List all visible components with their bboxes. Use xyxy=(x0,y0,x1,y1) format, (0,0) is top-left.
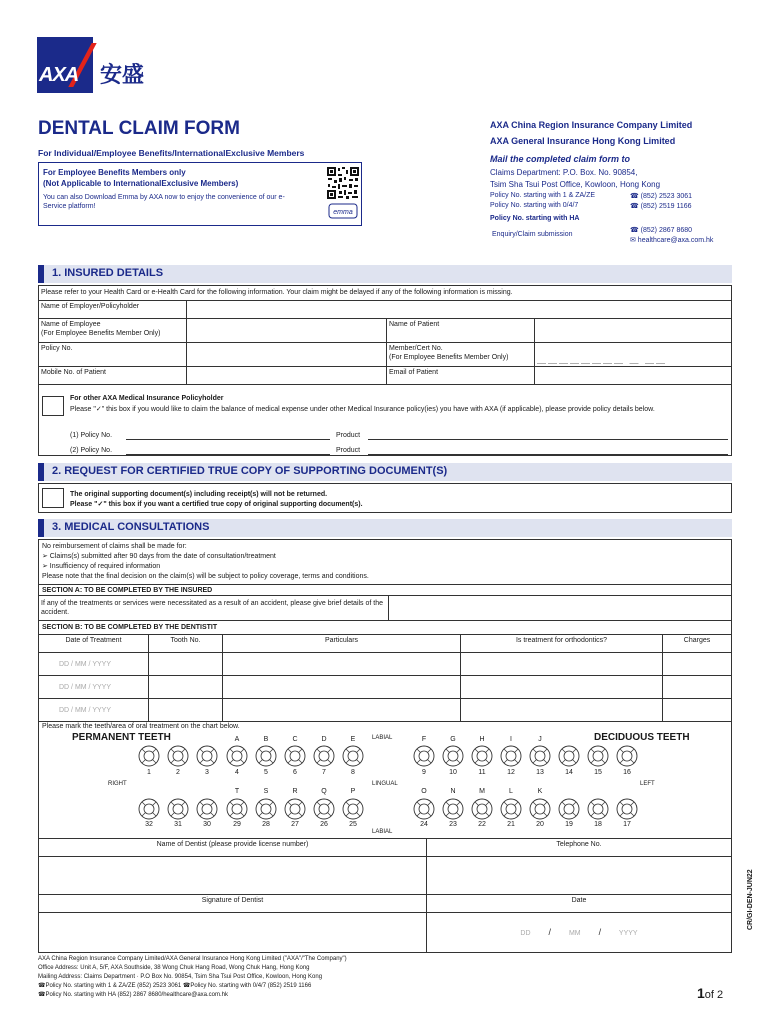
mobile-label: Mobile No. of Patient xyxy=(39,367,187,385)
footer-line3: Mailing Address: Claims Department · P.O Box No. 90854, Tsim Sha Tsui Post Office, Kowloon, Hong Kong xyxy=(38,974,323,980)
tooth-num-15: 15 xyxy=(594,769,602,776)
deciduous-letter-E: E xyxy=(350,736,356,743)
page-total: of 2 xyxy=(704,989,724,1001)
deciduous-letter-H: H xyxy=(479,736,485,743)
ortho-field-1[interactable] xyxy=(461,653,663,676)
section1-header xyxy=(38,265,732,283)
footer-line2: Office Address: Unit A, 5/F, AXA Southside, 38 Wong Chuk Hang Road, Wong Chuk Hang, Hong Kong xyxy=(38,965,310,971)
signature-field[interactable] xyxy=(39,913,427,953)
deciduous-letter-K: K xyxy=(537,788,543,795)
left-label: LEFT xyxy=(640,781,655,787)
svg-text:emma: emma xyxy=(333,209,353,216)
treatment-table xyxy=(38,634,732,722)
tooth-upper-13[interactable] xyxy=(529,745,551,767)
lingual-label: LINGUAL xyxy=(372,781,398,787)
dentist-name-label: Name of Dentist (please provide license number) xyxy=(39,839,427,857)
tooth-num-21: 21 xyxy=(507,821,515,828)
tooth-num-4: 4 xyxy=(235,769,239,776)
footer-line1: AXA China Region Insurance Company Limited/AXA General Insurance Hong Kong Limited ("AXA"/"The Company") xyxy=(38,956,347,962)
tooth-num-23: 23 xyxy=(449,821,457,828)
section2-line1: The original supporting document(s) including receipt(s) will not be returned. xyxy=(70,491,328,498)
page-current: 1 xyxy=(697,985,705,1001)
patient-field[interactable] xyxy=(535,319,732,343)
tooth-num-2: 2 xyxy=(176,769,180,776)
tooth-num-11: 11 xyxy=(478,769,486,776)
tooth-num-14: 14 xyxy=(565,769,573,776)
emma-text: You can also Download Emma by AXA now to enjoy the convenience of our e-Service platform! xyxy=(43,194,285,210)
labial-top-label: LABIAL xyxy=(372,735,393,741)
deciduous-letter-I: I xyxy=(510,736,512,743)
charges-field-2[interactable] xyxy=(663,676,732,699)
ha-enquiry: Enquiry/Claim submission xyxy=(492,231,573,238)
sign-date-yyyy: YYYY xyxy=(618,929,638,937)
deciduous-letter-B: B xyxy=(263,736,269,743)
email-label: Email of Patient xyxy=(387,367,535,385)
deciduous-letter-C: C xyxy=(292,736,298,743)
policy2-field[interactable] xyxy=(126,454,330,455)
telephone-field[interactable] xyxy=(427,857,732,895)
particulars-field-1[interactable] xyxy=(223,653,461,676)
tooth-upper-4[interactable] xyxy=(226,745,248,767)
axa-logo xyxy=(37,37,93,93)
tooth-lower-31[interactable] xyxy=(167,798,189,820)
phone-1: ☎ (852) 2523 3061 xyxy=(630,193,693,200)
certified-copy-checkbox[interactable] xyxy=(42,488,64,508)
deciduous-letter-D: D xyxy=(321,736,327,743)
tooth-lower-19[interactable] xyxy=(558,798,580,820)
col-date: Date of Treatment xyxy=(39,635,149,653)
tooth-lower-20[interactable] xyxy=(529,798,551,820)
deciduous-letter-T: T xyxy=(234,788,240,795)
other-policy-text: Please "✓" this box if you would like to claim the balance of medical expense under other Medical Insurance policy(ies) you have with AXA (if applicable), please provide policy details below. xyxy=(70,406,655,413)
logo-chinese: 安盛 xyxy=(100,63,145,88)
tooth-lower-24[interactable] xyxy=(413,798,435,820)
member-cert-field[interactable]: ＿＿＿＿＿＿＿＿ ＿ ＿＿ xyxy=(535,343,732,367)
tooth-field-2[interactable] xyxy=(149,676,223,699)
tooth-lower-22[interactable] xyxy=(471,798,493,820)
deciduous-letter-F: F xyxy=(421,736,427,743)
accident-divider xyxy=(38,620,388,621)
section1-title: 1. INSURED DETAILS xyxy=(52,267,164,279)
tooth-num-13: 13 xyxy=(536,769,544,776)
tooth-upper-8[interactable] xyxy=(342,745,364,767)
dentist-name-field[interactable] xyxy=(39,857,427,895)
company-name-2: AXA General Insurance Hong Kong Limited xyxy=(490,136,676,146)
company-name-1: AXA China Region Insurance Company Limited xyxy=(490,120,693,130)
accident-label: If any of the treatments or services were necessitated as a result of an accident, please give brief details of the accident. xyxy=(41,600,384,616)
member-cert-label: Member/Cert No. (For Employee Benefits Member Only) xyxy=(387,343,535,367)
charges-field-3[interactable] xyxy=(663,699,732,722)
tooth-lower-25[interactable] xyxy=(342,798,364,820)
page-number xyxy=(697,985,723,1001)
policy1-field[interactable] xyxy=(126,439,330,440)
col-particulars: Particulars xyxy=(223,635,461,653)
sign-date-field[interactable]: DD / MM / YYYY xyxy=(427,913,732,953)
product2-label: Product xyxy=(336,447,361,454)
col-tooth: Tooth No. xyxy=(149,635,223,653)
tooth-num-32: 32 xyxy=(145,821,153,828)
tooth-num-17: 17 xyxy=(623,821,631,828)
tooth-num-22: 22 xyxy=(478,821,486,828)
tooth-upper-12[interactable] xyxy=(500,745,522,767)
emp-line2: (Not Applicable to InternationalExclusive Members) xyxy=(43,179,239,188)
tooth-num-29: 29 xyxy=(233,821,241,828)
permanent-teeth-label: PERMANENT TEETH xyxy=(72,732,171,743)
tooth-num-16: 16 xyxy=(623,769,631,776)
section3-header xyxy=(38,519,732,537)
footer-line5: ☎Policy No. starting with HA (852) 2867 8680/healthcare@axa.com.hk xyxy=(38,992,228,998)
tooth-field-3[interactable] xyxy=(149,699,223,722)
policy-no-label: Policy No. xyxy=(39,343,187,367)
tooth-num-10: 10 xyxy=(449,769,457,776)
tooth-num-20: 20 xyxy=(536,821,544,828)
s3-note3: ➢ Insufficiency of required information xyxy=(42,563,161,570)
ha-phone: ☎ (852) 2867 8680 xyxy=(630,227,693,234)
right-label: RIGHT xyxy=(108,781,127,787)
product2-field[interactable] xyxy=(368,454,728,455)
date-field-3[interactable]: DD / MM / YYYY xyxy=(39,699,149,722)
tooth-num-26: 26 xyxy=(320,821,328,828)
signature-label: Signature of Dentist xyxy=(39,895,427,913)
logo-text: AXA xyxy=(39,64,79,86)
deciduous-letter-L: L xyxy=(509,788,513,795)
address-line2: Tsim Sha Tsui Post Office, Kowloon, Hong Kong xyxy=(490,180,661,189)
section-b-title: SECTION B: TO BE COMPLETED BY THE DENTISTIT xyxy=(42,624,218,631)
form-subtitle: For Individual/Employee Benefits/InternationalExclusive Members xyxy=(38,148,305,158)
deciduous-letter-O: O xyxy=(421,788,427,795)
tooth-lower-18[interactable] xyxy=(587,798,609,820)
s3-note2: ➢ Claims(s) submitted after 90 days from the date of consultation/treatment xyxy=(42,553,276,560)
accident-field[interactable] xyxy=(388,596,732,621)
date-field-1[interactable]: DD / MM / YYYY xyxy=(39,653,149,676)
phone-2: ☎ (852) 2519 1166 xyxy=(630,203,692,210)
section-a-title: SECTION A: TO BE COMPLETED BY THE INSURED xyxy=(42,587,213,594)
ortho-field-3[interactable] xyxy=(461,699,663,722)
tooth-field-1[interactable] xyxy=(149,653,223,676)
policy-range-1: Policy No. starting with 1 & ZA/ZE xyxy=(490,192,596,199)
tooth-lower-17[interactable] xyxy=(616,798,638,820)
deciduous-letter-S: S xyxy=(263,788,269,795)
deciduous-letter-P: P xyxy=(350,788,356,795)
tooth-num-7: 7 xyxy=(322,769,326,776)
footer-line4: ☎Policy No. starting with 1 & ZA/ZE (852) 2523 3061 ☎Policy No. starting with 0/4/7 (852) 2519 1166 xyxy=(38,983,312,989)
product1-label: Product xyxy=(336,432,361,439)
particulars-field-2[interactable] xyxy=(223,676,461,699)
mail-title: Mail the completed claim form to xyxy=(490,154,631,164)
date-label: Date xyxy=(427,895,732,913)
other-policy-title: For other AXA Medical Insurance Policyholder xyxy=(70,395,224,402)
ha-email: ✉ healthcare@axa.com.hk xyxy=(630,237,714,244)
tooth-upper-14[interactable] xyxy=(558,745,580,767)
tooth-upper-15[interactable] xyxy=(587,745,609,767)
employee-benefits-box xyxy=(38,162,362,226)
sign-date-dd: DD xyxy=(520,929,531,937)
s3-note4: Please note that the final decision on the claim(s) will be subject to policy coverage, terms and conditions. xyxy=(42,573,369,580)
policy-no-field[interactable] xyxy=(187,343,387,367)
ortho-field-2[interactable] xyxy=(461,676,663,699)
tooth-upper-10[interactable] xyxy=(442,745,464,767)
tooth-num-9: 9 xyxy=(422,769,426,776)
tooth-lower-21[interactable] xyxy=(500,798,522,820)
section2-title: 2. REQUEST FOR CERTIFIED TRUE COPY OF SUPPORTING DOCUMENT(S) xyxy=(52,465,448,477)
tooth-num-5: 5 xyxy=(264,769,268,776)
tooth-lower-26[interactable] xyxy=(313,798,335,820)
patient-label: Name of Patient xyxy=(387,319,535,343)
tooth-num-19: 19 xyxy=(565,821,573,828)
tooth-lower-30[interactable] xyxy=(196,798,218,820)
footer xyxy=(38,955,638,1000)
labial-bottom-label: LABIAL xyxy=(372,829,393,835)
tooth-num-31: 31 xyxy=(174,821,182,828)
chart-note: Please mark the teeth/area of oral treatment on the chart below. xyxy=(42,723,240,730)
deciduous-letter-A: A xyxy=(234,736,240,743)
s3-note1: No reimbursement of claims shall be made for: xyxy=(42,543,187,550)
tooth-upper-6[interactable] xyxy=(284,745,306,767)
employee-field[interactable] xyxy=(187,319,387,343)
col-charges: Charges xyxy=(663,635,732,653)
section1-note: Please refer to your Health Card or e-Health Card for the following information. Your claim might be delayed if any of the following information is missing. xyxy=(41,289,513,296)
tooth-lower-32[interactable] xyxy=(138,798,160,820)
deciduous-teeth-label: DECIDUOUS TEETH xyxy=(594,732,690,743)
deciduous-letter-N: N xyxy=(450,788,456,795)
policy-range-2: Policy No. starting with 0/4/7 xyxy=(490,202,579,209)
deciduous-letter-J: J xyxy=(538,736,542,743)
tooth-upper-11[interactable] xyxy=(471,745,493,767)
section2-line2: Please "✓" this box if you want a certified true copy of original supporting document(s). xyxy=(70,501,363,508)
tooth-upper-2[interactable] xyxy=(167,745,189,767)
section3-title: 3. MEDICAL CONSULTATIONS xyxy=(52,521,210,533)
form-code: CR/GI-DEN-JUN22 xyxy=(747,869,754,930)
ha-policy-title: Policy No. starting with HA xyxy=(490,215,580,222)
tooth-num-3: 3 xyxy=(205,769,209,776)
tooth-num-28: 28 xyxy=(262,821,270,828)
tooth-num-12: 12 xyxy=(507,769,515,776)
policy2-label: (2) Policy No. xyxy=(70,447,113,454)
deciduous-letter-G: G xyxy=(450,736,456,743)
employer-field[interactable] xyxy=(187,301,732,319)
tooth-upper-3[interactable] xyxy=(196,745,218,767)
emp-line1: For Employee Benefits Members only xyxy=(43,168,186,177)
tooth-num-18: 18 xyxy=(594,821,602,828)
mobile-field[interactable] xyxy=(187,367,387,385)
address-line1: Claims Department: P.O. Box. No. 90854, xyxy=(490,168,638,177)
tooth-num-6: 6 xyxy=(293,769,297,776)
telephone-label: Telephone No. xyxy=(427,839,732,857)
tooth-upper-9[interactable] xyxy=(413,745,435,767)
qr-code-icon xyxy=(326,166,360,222)
particulars-field-3[interactable] xyxy=(223,699,461,722)
deciduous-letter-M: M xyxy=(479,788,485,795)
employee-label: Name of Employee (For Employee Benefits Member Only) xyxy=(39,319,187,343)
sign-date-mm: MM xyxy=(568,929,581,937)
product1-field[interactable] xyxy=(368,439,728,440)
tooth-lower-27[interactable] xyxy=(284,798,306,820)
tooth-num-25: 25 xyxy=(349,821,357,828)
dentist-table xyxy=(38,838,732,953)
tooth-upper-1[interactable] xyxy=(138,745,160,767)
col-orthodontics: Is treatment for orthodontics? xyxy=(461,635,663,653)
tooth-lower-28[interactable] xyxy=(255,798,277,820)
date-field-2[interactable]: DD / MM / YYYY xyxy=(39,676,149,699)
tooth-num-8: 8 xyxy=(351,769,355,776)
deciduous-letter-R: R xyxy=(292,788,298,795)
other-policy-checkbox[interactable] xyxy=(42,396,64,416)
tooth-num-27: 27 xyxy=(291,821,299,828)
employer-label: Name of Employer/Policyholder xyxy=(39,301,187,319)
tooth-lower-23[interactable] xyxy=(442,798,464,820)
form-title: DENTAL CLAIM FORM xyxy=(38,118,240,139)
deciduous-letter-Q: Q xyxy=(321,788,327,795)
policy1-label: (1) Policy No. xyxy=(70,432,113,439)
email-field[interactable] xyxy=(535,367,732,385)
tooth-num-24: 24 xyxy=(420,821,428,828)
section2-header xyxy=(38,463,732,481)
tooth-upper-16[interactable] xyxy=(616,745,638,767)
insured-details-table xyxy=(38,300,732,385)
tooth-upper-7[interactable] xyxy=(313,745,335,767)
tooth-num-30: 30 xyxy=(203,821,211,828)
charges-field-1[interactable] xyxy=(663,653,732,676)
tooth-lower-29[interactable] xyxy=(226,798,248,820)
tooth-num-1: 1 xyxy=(147,769,151,776)
tooth-upper-5[interactable] xyxy=(255,745,277,767)
